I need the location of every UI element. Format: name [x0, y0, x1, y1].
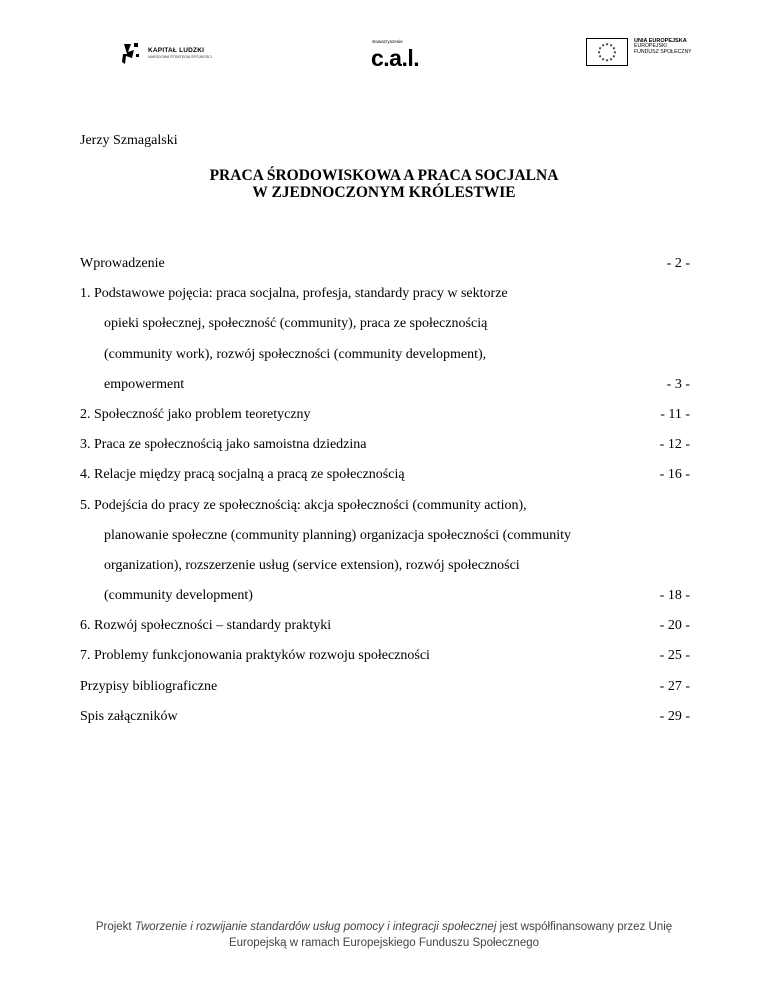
toc-page-number: - 2 - [666, 256, 690, 271]
toc-entry-text [80, 646, 700, 676]
toc-entry [80, 465, 700, 495]
toc-entry-label: Spis załączników [80, 708, 178, 724]
toc-page-number: - 16 - [659, 467, 690, 483]
eu-star-icon: ★ [598, 53, 602, 59]
toc-page-number: - 27 - [659, 678, 690, 694]
kapital-ludzki-name: KAPITAŁ LUDZKI [148, 46, 205, 54]
toc-entry-text [80, 616, 700, 646]
header-logos [0, 34, 768, 74]
eu-star-icon: ★ [609, 42, 613, 48]
toc-page-number: - 3 - [666, 376, 690, 392]
table-of-contents [80, 254, 700, 737]
toc-entry-label: 7. Problemy funkcjonowania praktyków rozwoju społeczności [80, 648, 430, 664]
toc-entry-text [80, 435, 700, 465]
toc-entry [80, 284, 700, 405]
toc-entry-text [80, 677, 700, 707]
cal-logo [368, 39, 438, 73]
eu-star-icon: ★ [598, 45, 602, 51]
eu-logo-line1: UNIA EUROPEJSKA [634, 38, 687, 44]
toc-entry-text [80, 254, 700, 284]
document-title [0, 167, 768, 201]
toc-page-number: - 29 - [659, 708, 690, 724]
toc-entry-text [80, 586, 700, 616]
toc-entry [80, 707, 700, 737]
footer-project-title: Tworzenie i rozwijanie standardów usług pomocy i integracji społecznej [134, 921, 497, 933]
eu-star-icon: ★ [612, 53, 616, 59]
toc-entry-text: opieki społecznej, społeczność (community), praca ze społecznością [104, 316, 488, 332]
eu-star-icon: ★ [605, 41, 609, 47]
eu-star-icon: ★ [601, 42, 605, 48]
toc-entry-text: (community work), rozwój społeczności (community development), [104, 346, 487, 362]
toc-entry-label: 4. Relacje między pracą socjalną a pracą ze społecznością [80, 467, 405, 483]
toc-entry-label: Wprowadzenie [80, 256, 165, 271]
document-title-line1: PRACA ŚRODOWISKOWA A PRACA SOCJALNA [209, 167, 559, 184]
toc-entry-label: empowerment [104, 376, 185, 392]
cal-logo-text: c.a.l. [371, 45, 420, 71]
eu-star-icon: ★ [601, 56, 605, 62]
eu-star-icon: ★ [613, 49, 617, 55]
toc-entry [80, 677, 700, 707]
toc-entry-text: planowanie społeczne (community planning) organizacja społeczności (community [104, 527, 572, 543]
eu-star-icon: ★ [605, 57, 609, 63]
toc-page-number: - 25 - [659, 648, 690, 664]
toc-entry-text: 5. Podejścia do pracy ze społecznością: akcja społeczności (community action), [80, 497, 527, 513]
eu-star-icon: ★ [597, 49, 601, 55]
toc-entry-text: 1. Podstawowe pojęcia: praca socjalna, profesja, standardy pracy w sektorze [80, 286, 508, 302]
toc-entry-label: (community development) [104, 588, 253, 604]
toc-entry-text [80, 405, 700, 435]
footer-line1 [0, 919, 768, 935]
eu-logo-line3: FUNDUSZ SPOŁECZNY [634, 49, 692, 56]
toc-entry [80, 254, 700, 284]
toc-entry-label: 3. Praca ze społecznością jako samoistna dziedzina [80, 437, 367, 453]
toc-entry [80, 646, 700, 676]
toc-entry-text [80, 707, 700, 737]
toc-entry-text: organization), rozszerzenie usług (service extension), rozwój społeczności [104, 557, 520, 573]
toc-page-number: - 20 - [659, 618, 690, 634]
toc-entry-label: Przypisy bibliograficzne [80, 678, 218, 694]
toc-entry-label: 6. Rozwój społeczności – standardy praktyki [80, 618, 332, 634]
eu-logo [586, 38, 692, 66]
eu-star-icon: ★ [612, 45, 616, 51]
toc-page-number: - 12 - [659, 437, 690, 453]
kapital-ludzki-logo [122, 41, 212, 67]
toc-page-number: - 11 - [660, 406, 690, 422]
toc-entry [80, 435, 700, 465]
document-title-line2: W ZJEDNOCZONYM KRÓLESTWIE [252, 184, 516, 201]
toc-page-number: - 18 - [659, 588, 690, 604]
footer-prefix: Projekt [95, 921, 135, 933]
toc-entry-text [80, 465, 700, 495]
eu-star-icon: ★ [609, 56, 613, 62]
eu-flag-icon [586, 38, 628, 66]
toc-entry [80, 405, 700, 435]
toc-entry-text [80, 375, 700, 405]
footer [0, 919, 768, 951]
footer-line2: Europejską w ramach Europejskiego Funduszu Społecznego [228, 937, 540, 949]
toc-entry [80, 496, 700, 617]
kapital-ludzki-subtitle: NARODOWA STRATEGIA SPÓJNOŚCI [148, 55, 212, 60]
cal-logo-small-text: stowarzyszenie [372, 39, 403, 44]
author-name: Jerzy Szmagalski [80, 133, 178, 148]
footer-suffix: jest współfinansowany przez Unię [496, 921, 673, 933]
toc-entry-label: 2. Społeczność jako problem teoretyczny [80, 406, 311, 422]
kapital-ludzki-mark-icon [122, 42, 142, 66]
eu-logo-line2: EUROPEJSKI [634, 43, 667, 50]
toc-entry [80, 616, 700, 646]
